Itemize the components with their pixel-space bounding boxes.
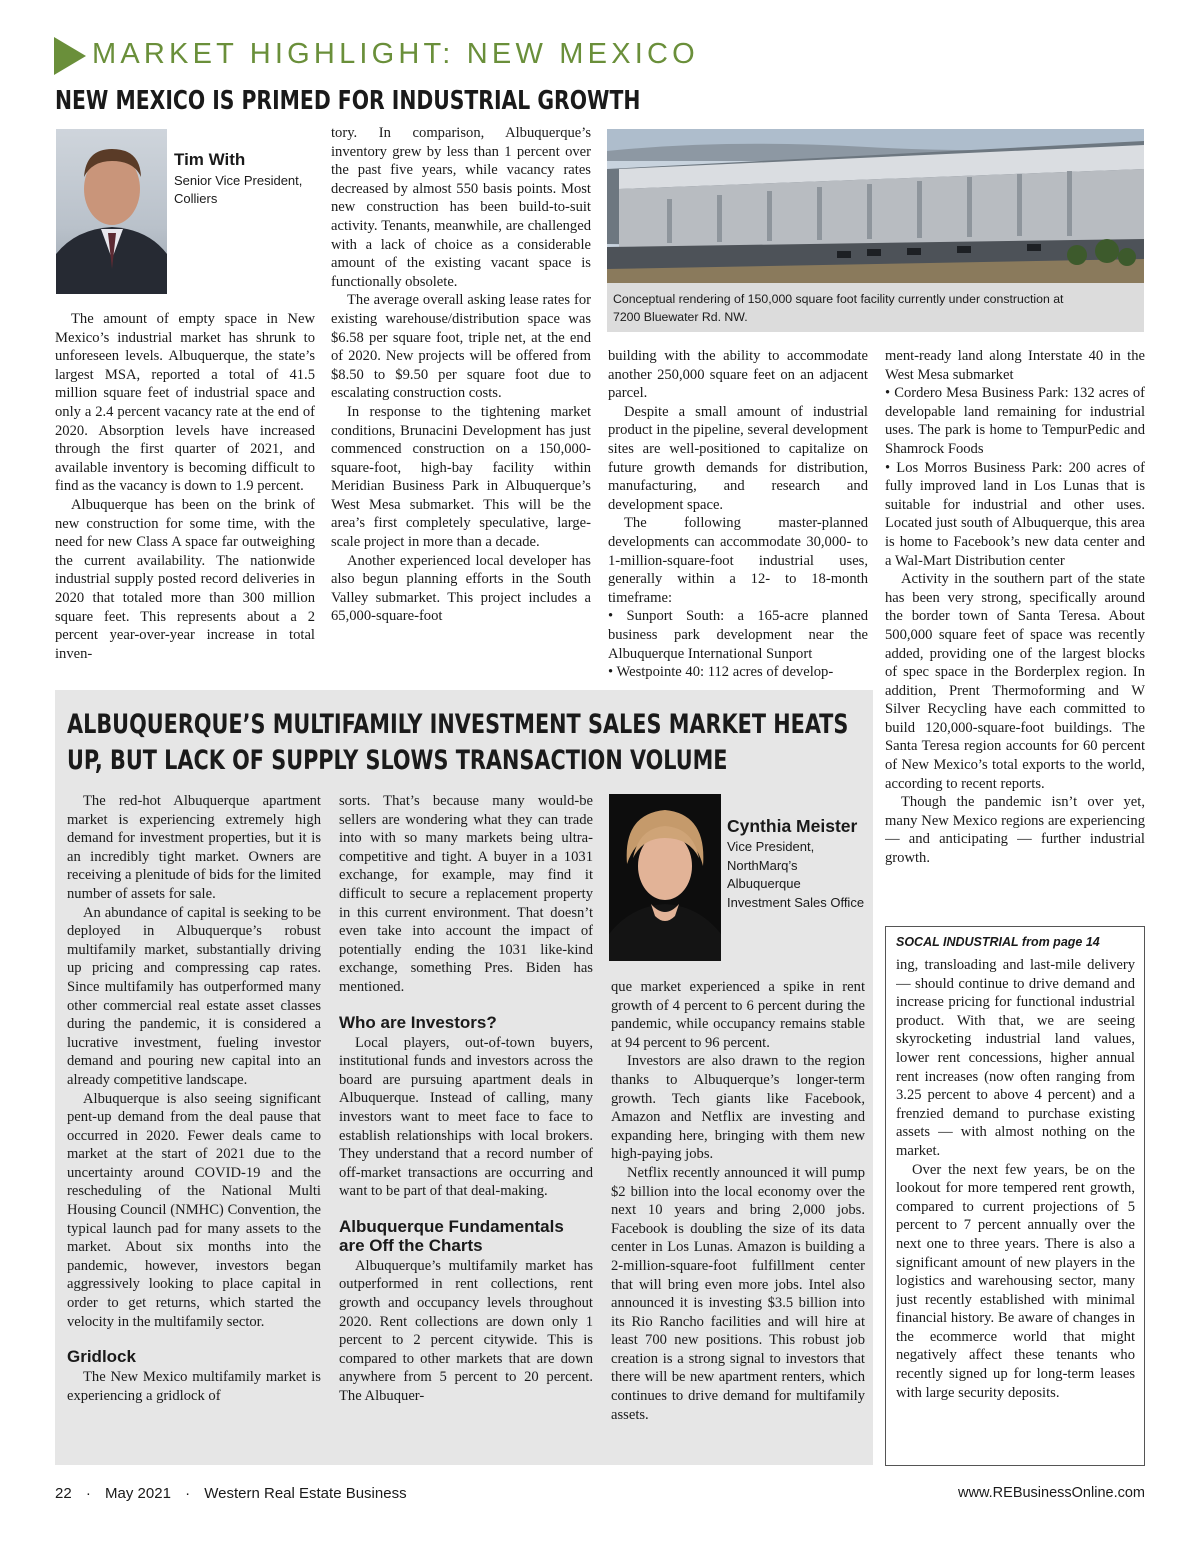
author2-title	[727, 838, 864, 912]
author2-title-line1: Vice President,	[727, 839, 815, 854]
paragraph: Albuquerque has been on the brink of new construction for some time, with the need for new Class A space far outweighing the current availability. The nationwide industrial supply posted record deliveries in 2020 that totaled more than 300 million square feet. This represents about a 2 percent year-over-year increase in total inven-	[55, 496, 315, 662]
paragraph: building with the ability to accommodate another 250,000 square feet on an adjacent parcel.	[608, 348, 868, 402]
author-title-line2: Colliers	[174, 191, 218, 206]
paragraph: sorts. That’s because many would-be sellers are wondering what they can trade into with so many markets being ultra-competitive and tight. A buyer in a 1031 exchange, for example, may find it difficult to secure a replacement property in this current environment. That doesn’t even take into account the impact of potentially ending the 1031 like-kind exchange, something Pres. Biden has mentioned.	[339, 793, 593, 995]
article1-col1	[55, 310, 315, 680]
article2-headline-line2: UP, BUT LACK OF SUPPLY SLOWS TRANSACTION VOLUME	[67, 745, 728, 776]
footer-separator: ·	[185, 1485, 191, 1502]
author2-title-line3: Albuquerque	[727, 876, 801, 891]
paragraph: Despite a small amount of industrial product in the pipeline, several development sites are well-positioned to capitalize on future growth demands for distribution, manufacturing, and research and development space.	[608, 403, 868, 513]
list-item: • Cordero Mesa Business Park: 132 acres of developable land remaining for industrial uses. The park is home to TempurPedic and Shamrock Foods	[885, 385, 1145, 457]
building-rendering-photo	[607, 129, 1144, 283]
footer-separator: ·	[85, 1485, 91, 1502]
subhead-who-are-investors: Who are Investors?	[339, 1012, 497, 1032]
author2-name: Cynthia Meister	[727, 816, 858, 836]
author2-title-line2: NorthMarq’s	[727, 857, 798, 873]
headline: NEW MEXICO IS PRIMED FOR INDUSTRIAL GROWTH	[55, 86, 641, 116]
paragraph: The amount of empty space in New Mexico’s industrial market has shrunk to unforeseen levels. Albuquerque, the state’s largest MSA, reported a total of 41.5 million square feet of industrial space and only a 2.4 percent vacancy rate at the end of 2020. Absorption levels have increased through the first quarter of 2021, and available inventory is becoming difficult to find as the vacancy is down to 1.9 percent.	[55, 311, 315, 495]
footer-url[interactable]: www.REBusinessOnline.com	[958, 1485, 1145, 1501]
publication-name: Western Real Estate Business	[204, 1485, 407, 1502]
photo-caption-box	[607, 283, 1144, 332]
paragraph: ment-ready land along Interstate 40 in the West Mesa submarket	[885, 348, 1145, 383]
article1-col3	[608, 347, 868, 680]
author-name: Tim With	[174, 150, 246, 169]
article2-headline-line1: ALBUQUERQUE’S MULTIFAMILY INVESTMENT SALES MARKET HEATS	[67, 709, 849, 740]
paragraph: Albuquerque is also seeing significant pent-up demand from the deal pause that occurred in 2020. Fewer deals came to market at the start of 2021 due to the uncertainty around COVID-19 and the rescheduling of the National Multi Housing Council (NMHC) Convention, the typical launch pad for many assets to the market. About six months into the pandemic, however, investors began aggressively looking to place capital in order to get returns, which started the velocity in the multifamily sector.	[67, 1090, 321, 1330]
paragraph: Activity in the southern part of the state has been very strong, specifically around the border town of Santa Teresa. About 500,000 square feet of space was recently added, providing one of the largest blocks of spec space in the Borderplex region. In addition, Prent Thermoforming and W Silver Recycling have each committed to build 120,000-square-foot buildings. The Santa Teresa region accounts for 60 percent of New Mexico’s total exports to the world, according to recent reports.	[885, 571, 1145, 792]
paragraph: tory. In comparison, Albuquerque’s inventory grew by less than 1 percent over the past five years, while vacancy rates decreased by almost 550 basis points. Most new construction has been build-to-suit activity. Tenants, meanwhile, are challenged with a lack of choice as a considerable amount of the existing vacant space is functionally obsolete.	[331, 125, 591, 290]
paragraph: que market experienced a spike in rent growth of 4 percent to 6 percent during the pandemic, while occupancy remains stable at 94 percent to 96 percent.	[611, 979, 865, 1051]
article2-col3	[611, 978, 865, 1460]
paragraph: An abundance of capital is seeking to be deployed in Albuquerque’s robust multifamily market, substantially driving up pricing and compressing cap rates. Since multifamily has outperformed many other commercial real estate asset classes during the pandemic, it is considered a lucrative investment, fueling investor demand and pouring new capital into an already competitive landscape.	[67, 904, 321, 1088]
paragraph: Over the next few years, be on the lookout for more tempered rent growth, compared to current projections of 5 percent to 7 percent annually over the next one to three years. There is also a significant amount of new players in the logistics and warehousing sector, many just recently established with minimal financial history. Be aware of changes in the ecommerce world that might negatively affect these tenants who recently signed up for long-term leases with large security deposits.	[896, 1161, 1135, 1401]
photo-caption-line2: 7200 Bluewater Rd. NW.	[613, 310, 748, 324]
photo-caption-line1: Conceptual rendering of 150,000 square foot facility currently under construction at	[613, 292, 1064, 306]
paragraph: Netflix recently announced it will pump $2 billion into the local economy over the next 10 years and bring 2,000 jobs. Facebook is doubling the size of its data center in Los Lunas. Amazon is building a 2-million-square-foot fulfillment center that will bring even more jobs. Intel also announced it is investing $3.5 billion into its Rio Rancho facilities and will hire at least 700 new positions. This robust job creation is a strong signal to investors that there will be new apartment renters, which continues to drive demand for multifamily assets.	[611, 1164, 865, 1423]
subhead-fundamentals-line1: Albuquerque Fundamentals	[339, 1216, 564, 1236]
paragraph: Local players, out-of-town buyers, institutional funds and investors across the board are pursuing apartment deals in Albuquerque. Instead of calling, many investors want to meet face to face to establish relationships with local brokers. They understand that a record number of off-market transactions are occurring and want to be part of that deal-making.	[339, 1034, 593, 1200]
author2-title-line4: Investment Sales Office	[727, 894, 865, 910]
author-photo-cynthia-meister	[609, 794, 721, 961]
socal-text	[896, 956, 1135, 1461]
paragraph: Investors are also drawn to the region thanks to Albuquerque’s longer-term growth. Tech giants like Facebook, Amazon and Netflix are investing and expanding here, bringing with them new high-paying jobs.	[611, 1053, 865, 1163]
article1-col4	[885, 347, 1145, 921]
article2-col2	[339, 792, 593, 1460]
list-item: • Westpointe 40: 112 acres of develop-	[608, 664, 834, 680]
page-number: 22	[55, 1485, 72, 1502]
paragraph: ing, transloading and last-mile delivery — should continue to drive demand and increase pricing for functional industrial product. With that, we are seeing skyrocketing industrial land values, lower rent concessions, higher annual rent increases (now often ranging from 3.25 percent to above 4 percent) and a frenzied demand to purchase existing assets — with almost nothing on the market.	[896, 957, 1135, 1159]
author-photo-tim-with	[56, 129, 167, 294]
footer-left	[55, 1485, 407, 1502]
author-title-line1: Senior Vice President,	[174, 173, 303, 188]
paragraph: Albuquerque’s multifamily market has outperformed in rent collections, rent growth and occupancy levels throughout 2020. Rent collections are down only 1 percent to 2 percent citywide. This is compared to other markets that are down anywhere from 5 percent to 20 percent. The Albuquer-	[339, 1257, 593, 1405]
list-item: • Sunport South: a 165-acre planned business park development near the Albuquerque International Sunport	[608, 608, 868, 662]
paragraph: The following master-planned developments can accommodate 30,000- to 1-million-square-foot industrial uses, generally within a 12- to 18-month timeframe:	[608, 515, 868, 606]
socal-jump-label: SOCAL INDUSTRIAL from page 14	[896, 935, 1100, 949]
issue-date: May 2021	[105, 1485, 171, 1502]
article1-col2	[331, 124, 591, 680]
paragraph: The red-hot Albuquerque apartment market is experiencing extremely high demand for investment properties, but it is an incredibly tight market. Owners are receiving a plenitude of bids for the limited number of assets for sale.	[67, 793, 321, 902]
list-item: • Los Morros Business Park: 200 acres of fully improved land in Los Lunas that is suitable for industrial and other uses. Located just south of Albuquerque, this area is home to Facebook’s new data center and a Wal-Mart Distribution center	[885, 459, 1145, 569]
subhead-fundamentals-line2: are Off the Charts	[339, 1235, 483, 1255]
article2-col1	[67, 792, 321, 1460]
paragraph: Though the pandemic isn’t over yet, many New Mexico regions are experiencing — and anticipating — further industrial growth.	[885, 794, 1145, 867]
paragraph: The average overall asking lease rates for existing warehouse/distribution space was $6.58 per square foot, triple net, at the end of 2020. New projects will be offered from $8.50 to $9.50 per square foot due to escalating construction costs.	[331, 292, 591, 402]
subhead-gridlock: Gridlock	[67, 1347, 136, 1367]
paragraph: In response to the tightening market conditions, Brunacini Development has just commenced construction on a 150,000-square-foot, high-bay facility within Meridian Business Park in Albuquerque’s West Mesa submarket. This will be the area’s first completely speculative, large-scale project in more than a decade.	[331, 403, 591, 551]
paragraph: The New Mexico multifamily market is experiencing a gridlock of	[67, 1369, 321, 1404]
section-kicker: MARKET HIGHLIGHT: NEW MEXICO	[92, 38, 699, 70]
section-triangle-icon	[54, 37, 86, 75]
paragraph: Another experienced local developer has also begun planning efforts in the South Valley submarket. This project includes a 65,000-square-foot	[331, 552, 591, 625]
